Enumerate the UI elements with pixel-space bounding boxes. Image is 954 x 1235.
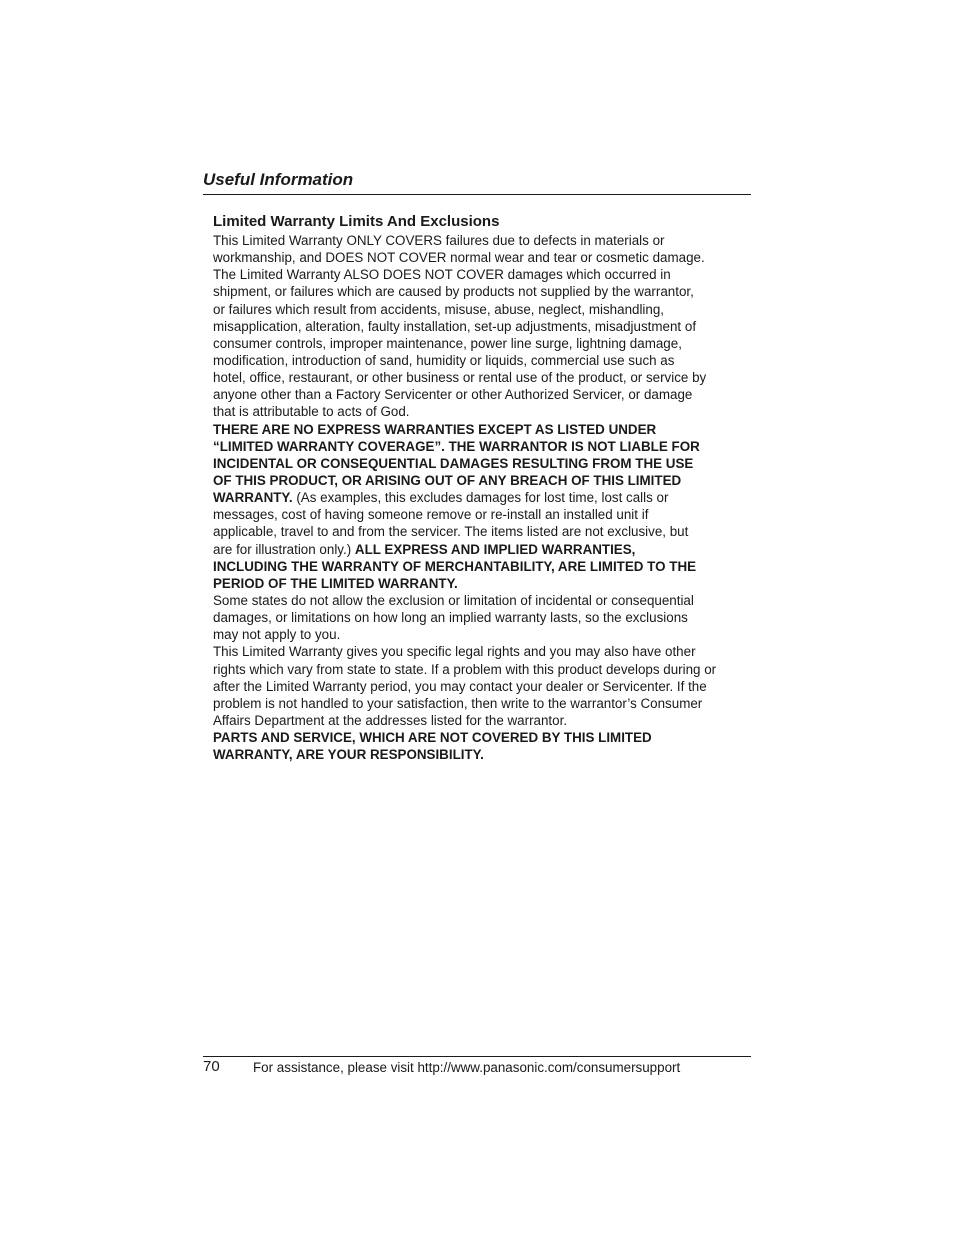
text-line [213,678,743,695]
text-segment: hotel, office, restaurant, or other business or rental use of the product, or service by [213,370,707,386]
text-segment: problem is not handled to your satisfaction, then write to the warrantor’s Consumer [213,695,703,711]
text-line [213,592,743,609]
text-segment: applicable, travel to and from the servicer. The items listed are not exclusive, but [213,524,689,540]
text-line [213,266,743,283]
text-line [213,643,743,660]
text-line [213,472,743,489]
text-segment: The Limited Warranty ALSO DOES NOT COVER damages which occurred in [213,267,671,283]
text-line [213,232,743,249]
text-segment: Affairs Department at the addresses listed for the warrantor. [213,712,568,728]
section-header [203,168,751,195]
text-line [213,609,743,626]
text-line [213,575,743,592]
text-line [213,438,743,455]
text-line [213,335,743,352]
text-segment: after the Limited Warranty period, you may contact your dealer or Servicenter. If the [213,678,707,694]
text-line [213,661,743,678]
bold-text-segment: WARRANTY. [213,490,293,506]
text-line [213,626,743,643]
text-line [213,301,743,318]
section-title: Useful Information [203,170,354,189]
text-segment: damages, or limitations on how long an implied warranty lasts, so the exclusions [213,610,688,626]
bold-text-segment: OF THIS PRODUCT, OR ARISING OUT OF ANY BREACH OF THIS LIMITED [213,472,682,488]
text-line [213,386,743,403]
text-line [213,455,743,472]
warranty-body [213,232,743,763]
text-segment: anyone other than a Factory Servicenter or other Authorized Servicer, or damage [213,387,693,403]
text-line [213,283,743,300]
text-line [213,352,743,369]
bold-text-segment: INCIDENTAL OR CONSEQUENTIAL DAMAGES RESULTING FROM THE USE [213,455,694,471]
text-line [213,318,743,335]
text-segment: shipment, or failures which are caused by products not supplied by the warrantor, [213,284,694,300]
text-segment: may not apply to you. [213,627,341,643]
text-line [213,695,743,712]
page-number: 70 [203,1058,220,1075]
bold-text-segment: INCLUDING THE WARRANTY OF MERCHANTABILITY, ARE LIMITED TO THE [213,558,697,574]
text-segment: (As examples, this excludes damages for lost time, lost calls or [292,490,669,506]
bold-text-segment: “LIMITED WARRANTY COVERAGE”. THE WARRANTOR IS NOT LIABLE FOR [213,438,700,454]
text-line [213,506,743,523]
text-line [213,746,743,763]
bold-text-segment: WARRANTY, ARE YOUR RESPONSIBILITY. [213,747,484,763]
text-line [213,729,743,746]
text-line [213,249,743,266]
text-segment: that is attributable to acts of God. [213,404,410,420]
assistance-text: For assistance, please visit http://www.panasonic.com/consumersupport [253,1060,681,1075]
text-segment: This Limited Warranty ONLY COVERS failures due to defects in materials or [213,233,665,248]
text-line [213,369,743,386]
text-segment: modification, introduction of sand, humidity or liquids, commercial use such as [213,352,675,368]
text-segment: rights which vary from state to state. If a problem with this product develops during or [213,661,717,677]
text-segment: are for illustration only.) [213,541,355,557]
text-segment: or failures which result from accidents, misuse, abuse, neglect, mishandling, [213,301,665,317]
text-line [213,523,743,540]
text-line [213,558,743,575]
text-line [213,403,743,420]
text-segment: consumer controls, improper maintenance, power line surge, lightning damage, [213,335,682,351]
warranty-heading: Limited Warranty Limits And Exclusions [213,213,500,230]
page-footer [203,1056,751,1081]
bold-text-segment: ALL EXPRESS AND IMPLIED WARRANTIES, [354,541,636,557]
warranty-content [213,213,743,763]
text-segment: workmanship, and DOES NOT COVER normal wear and tear or cosmetic damage. [213,250,705,266]
text-segment: messages, cost of having someone remove or re-install an installed unit if [213,507,649,523]
text-line [213,541,743,558]
text-segment: This Limited Warranty gives you specific legal rights and you may also have other [213,644,696,660]
bold-text-segment: THERE ARE NO EXPRESS WARRANTIES EXCEPT AS LISTED UNDER [213,421,657,437]
text-segment: misapplication, alteration, faulty installation, set-up adjustments, misadjustment of [213,318,697,334]
text-line [213,489,743,506]
text-segment: Some states do not allow the exclusion or limitation of incidental or consequential [213,592,694,608]
text-line [213,421,743,438]
text-line [213,712,743,729]
bold-text-segment: PERIOD OF THE LIMITED WARRANTY. [213,575,458,591]
bold-text-segment: PARTS AND SERVICE, WHICH ARE NOT COVERED BY THIS LIMITED [213,730,652,746]
